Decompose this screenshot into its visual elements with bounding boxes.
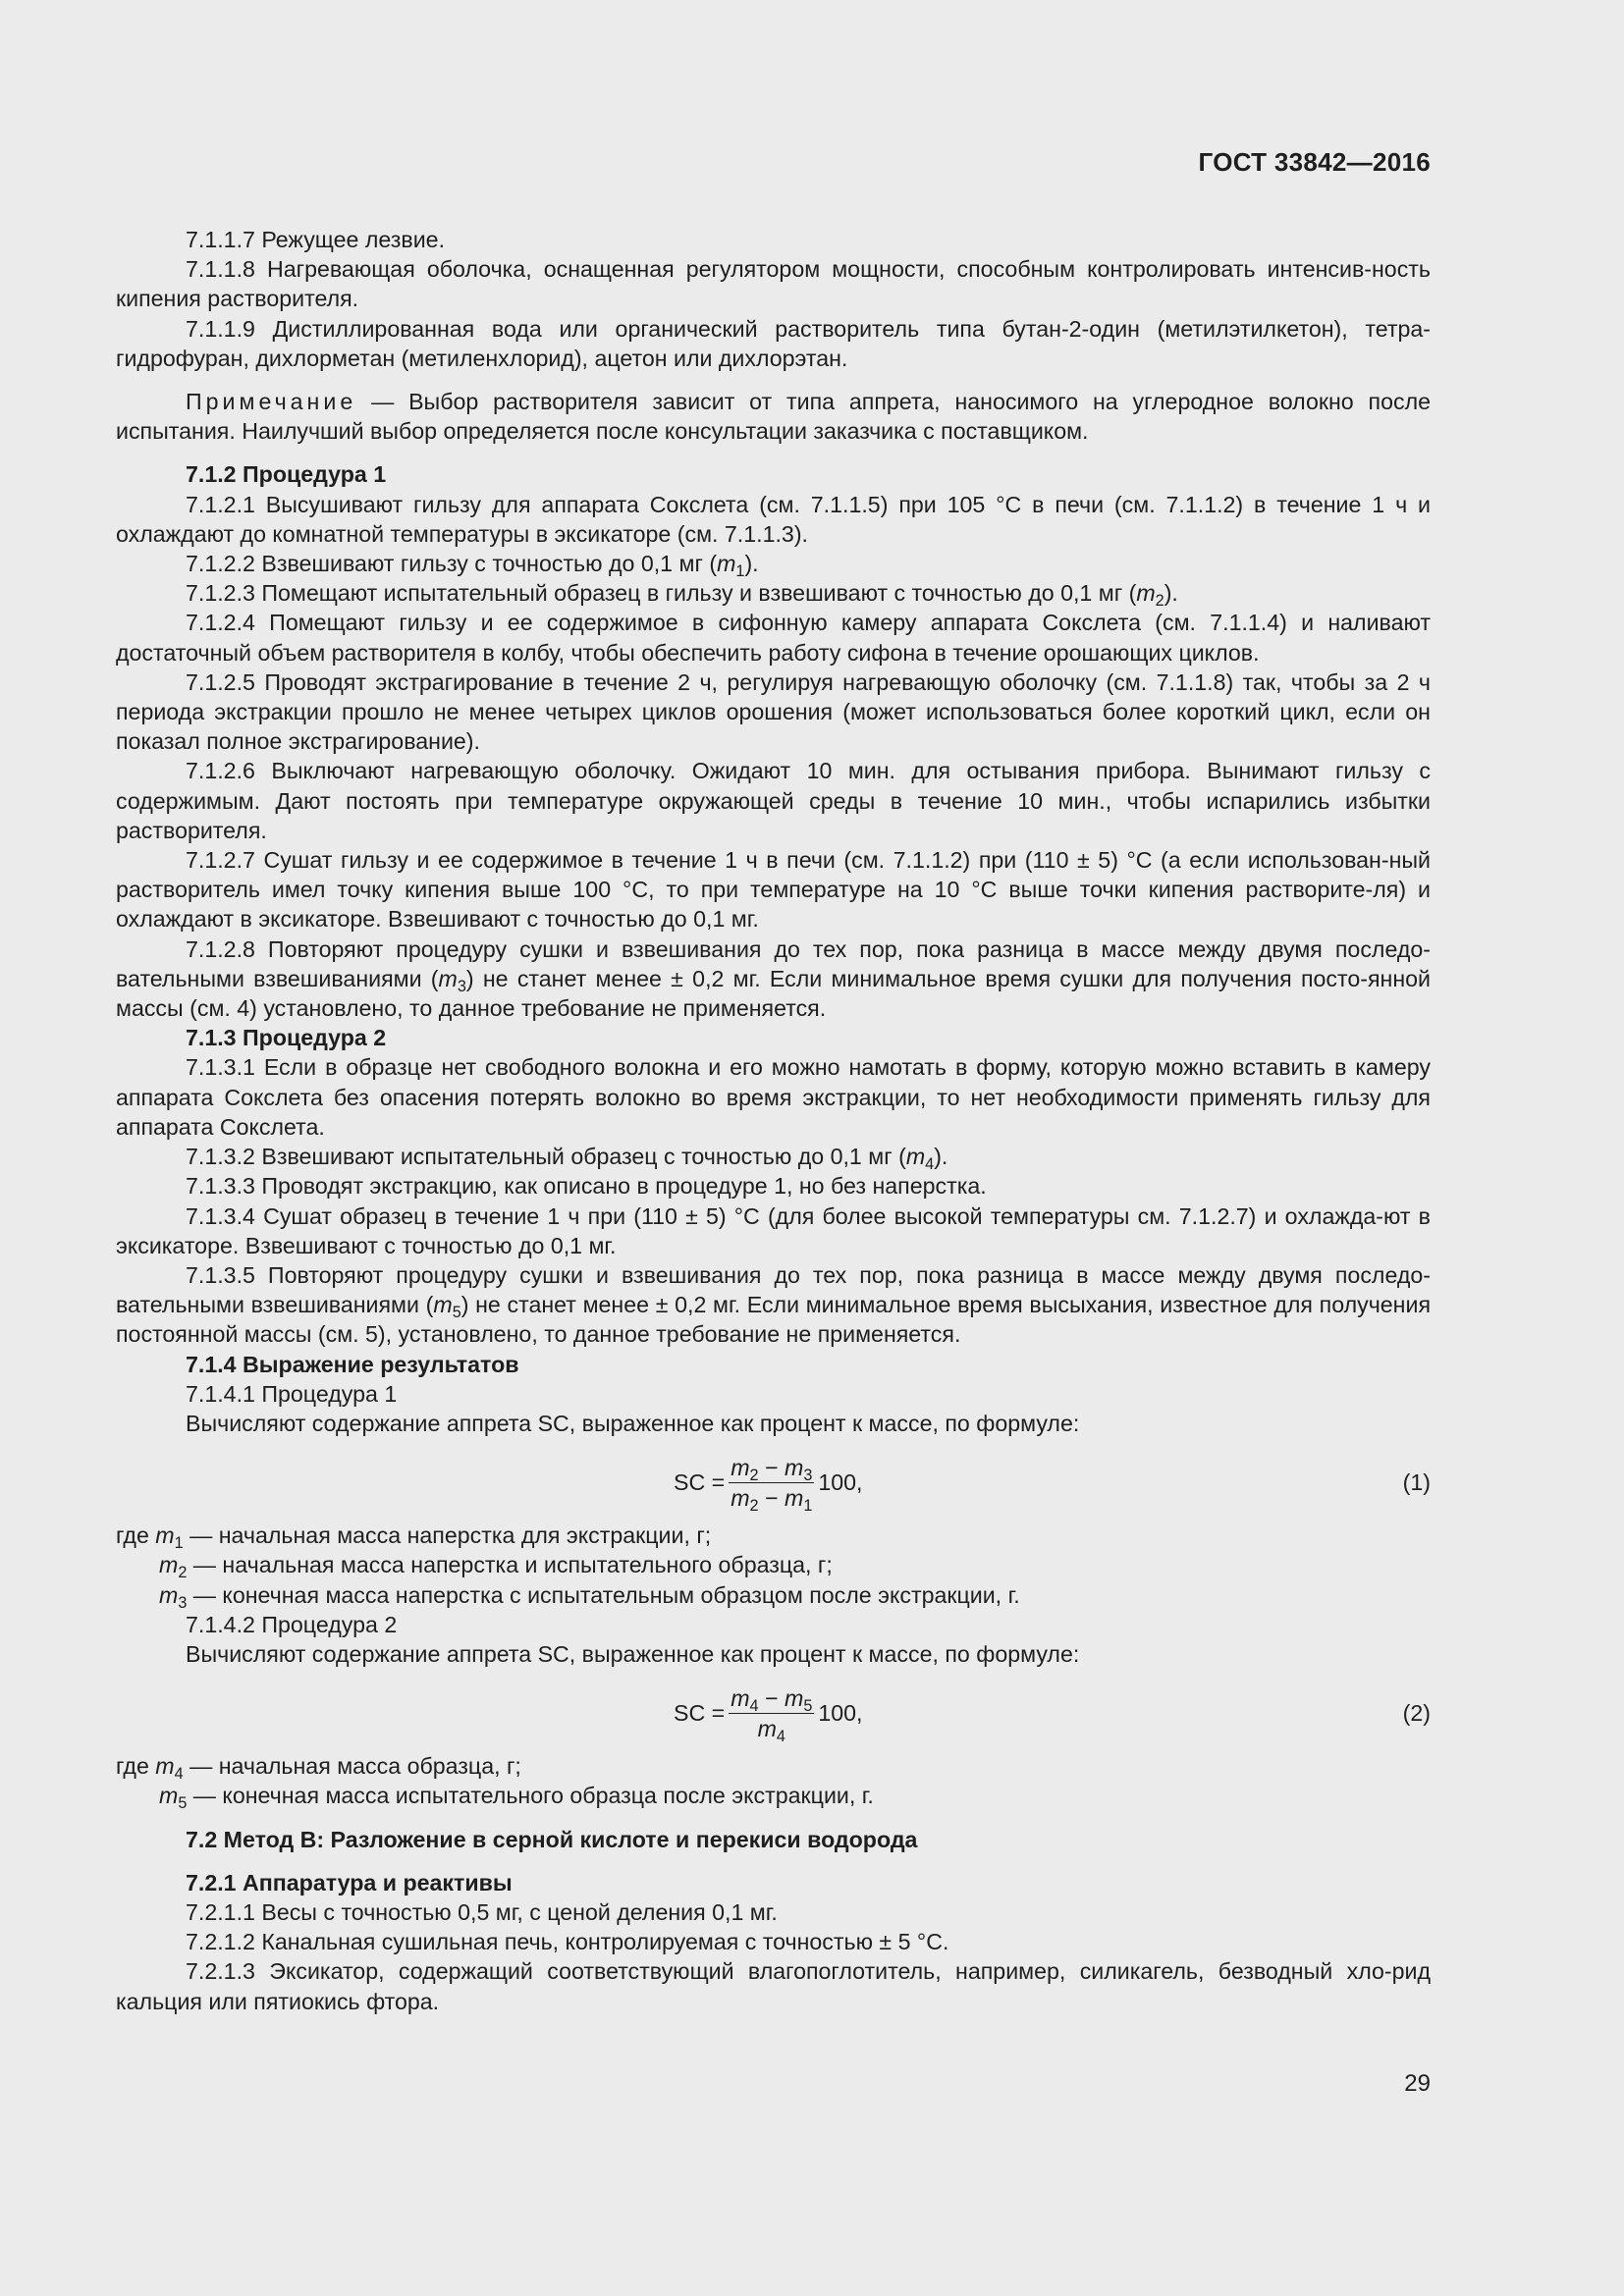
legend-line: где $m_4$ — начальная масса образца, г; [116, 1753, 521, 1783]
paragraph: 7.1.2.2 Взвешивают гильзу с точностью до 0,1 мг $(m_1)$. [186, 551, 759, 580]
paragraph: 7.1.2.7 Сушат гильзу и ее содержимое в течение 1 ч в печи (см. 7.1.1.2) при (110 ± 5) °С (а если использован-ный растворитель имел точку кипения выше 100 °С, то при температуре на 10 °С выше точки кипения растворите-ля) и охлаждают в эксикаторе. Взвешивают с точностью до 0,1 мг. [116, 847, 1431, 933]
fraction: $\frac{m_4 - m_5}{m_4}$ [731, 1684, 813, 1745]
paragraph: 7.1.2.4 Помещают гильзу и ее содержимое в сифонную камеру аппарата Сокслета (см. 7.1.1.4) и наливают достаточный объем растворителя в колбу, чтобы обеспечить работу сифона в течение орошающих циклов. [116, 610, 1431, 666]
paragraph: 7.1.3.5 Повторяют процедуру сушки и взвешивания до тех пор, пока разница в массе между двумя последо-вательными взвешиваниями $(m_5)$ не станет менее ± 0,2 мг. Если минимальное время высыхания, известное для получения постоянной массы (см. 5), установлено, то данное требование не применяется. [116, 1261, 1431, 1348]
legend-line: $m_2$ — начальная масса наперстка и испытательного образца, г; [159, 1552, 833, 1582]
section-heading: 7.2 Метод В: Разложение в серной кислоте и перекиси водорода [186, 1826, 918, 1852]
section-heading: 7.1.4 Выражение результатов [186, 1351, 519, 1377]
paragraph: 7.1.2.8 Повторяют процедуру сушки и взвешивания до тех пор, пока разница в массе между двумя последо-вательными взвешиваниями $(m_3)$ не станет менее ± 0,2 мг. Если минимальное время сушки для получения посто-янной массы (см. 4) установлено, то данное требование не применяется. [116, 935, 1431, 1022]
paragraph: 7.1.2.5 Проводят экстрагирование в течение 2 ч, регулируя нагревающую оболочку (см. 7.1.1.8) так, чтобы за 2 ч периода экстракции прошло не менее четырех циклов орошения (может использоваться более короткий цикл, если он показал полное экстрагирование). [116, 668, 1431, 755]
note-label: Примечание [186, 389, 357, 415]
legend-line: $m_5$ — конечная масса испытательного образца после экстракции, г. [159, 1783, 874, 1813]
paragraph: 7.1.4.1 Процедура 1 [186, 1380, 398, 1407]
formula-2: SC = $\frac{m_4 - m_5}{m_4}$ 100, (2) [674, 1684, 1431, 1745]
legend-line: $m_3$ — конечная масса наперстка с испытательным образцом после экстракции, г. [159, 1581, 1020, 1612]
paragraph: 7.1.2.1 Высушивают гильзу для аппарата Сокслета (см. 7.1.1.5) при 105 °С в печи (см. 7.1.1.2) в течение 1 ч и охлаждают до комнатной температуры в эксикаторе (см. 7.1.1.3). [116, 491, 1431, 547]
formula-1: SC = $\frac{m_2 - m_3}{m_2 - m_1}$ 100, (1) [674, 1454, 1431, 1515]
section-heading: 7.1.3 Процедура 2 [186, 1025, 387, 1051]
paragraph: 7.1.1.7 Режущее лезвие. [186, 227, 446, 252]
document-id: ГОСТ 33842—2016 [1198, 147, 1431, 177]
equation-number: (2) [1402, 1700, 1431, 1727]
paragraph: 7.1.4.2 Процедура 2 [186, 1611, 398, 1637]
paragraph: 7.1.2.3 Помещают испытательный образец в гильзу и взвешивают с точностью до 0,1 мг $(m_2)$. [186, 580, 1178, 611]
note-text: — Выбор растворителя зависит от типа аппрета, наносимого на углеродное волокно после испытания. Наилучший выбор определяется после консультации заказчика с поставщиком. [116, 389, 1431, 445]
paragraph: 7.1.3.3 Проводят экстракцию, как описано в процедуре 1, но без наперстка. [186, 1173, 987, 1200]
paragraph: Вычисляют содержание аппрета SC, выраженное как процент к массе, по формуле: [186, 1410, 1080, 1436]
paragraph: 7.2.1.3 Эксикатор, содержащий соответствующий влагопоглотитель, например, силикагель, безводный хло-рид кальция или пятиокись фтора. [116, 1958, 1431, 2014]
section-heading: 7.2.1 Аппаратура и реактивы [186, 1869, 513, 1896]
paragraph: 7.1.1.9 Дистиллированная вода или органический растворитель типа бутан-2-один (метилэтилкетон), тетра-гидрофуран, дихлорметан (метиленхлорид), ацетон или дихлорэтан. [116, 315, 1431, 371]
document-body [116, 225, 1431, 2016]
note [116, 387, 1431, 446]
equation-number: (1) [1402, 1469, 1431, 1496]
paragraph: Вычисляют содержание аппрета SC, выраженное как процент к массе, по формуле: [186, 1640, 1080, 1667]
paragraph: 7.1.2.6 Выключают нагревающую оболочку. Ожидают 10 мин. для остывания прибора. Вынимают гильзу с содержимым. Дают постоять при температуре окружающей среды в течение 10 мин., чтобы испарились избытки растворителя. [116, 758, 1431, 843]
fraction: $\frac{m_2 - m_3}{m_2 - m_1}$ [731, 1454, 813, 1515]
paragraph: 7.1.3.1 Если в образце нет свободного волокна и его можно намотать в форму, которую можно вставить в камеру аппарата Сокслета без опасения потерять волокно во время экстракции, то нет необходимости применять гильзу для аппарата Сокслета. [116, 1054, 1431, 1140]
paragraph: 7.2.1.2 Канальная сушильная печь, контролируемая с точностью ± 5 °С. [186, 1929, 949, 1955]
paragraph: 7.1.3.2 Взвешивают испытательный образец с точностью до 0,1 мг $(m_4)$. [186, 1144, 948, 1173]
paragraph: 7.1.3.4 Сушат образец в течение 1 ч при (110 ± 5) °С (для более высокой температуры см. 7.1.2.7) и охлажда-ют в эксикаторе. Взвешивают с точностью до 0,1 мг. [116, 1202, 1431, 1258]
section-heading: 7.1.2 Процедура 1 [186, 461, 387, 488]
paragraph: 7.2.1.1 Весы с точностью 0,5 мг, с ценой деления 0,1 мг. [186, 1898, 778, 1925]
legend-line: где $m_1$ — начальная масса наперстка для экстракции, г; [116, 1522, 712, 1552]
page-number: 29 [1404, 2070, 1431, 2097]
paragraph: 7.1.1.8 Нагревающая оболочка, оснащенная регулятором мощности, способным контролировать интенсив-ность кипения растворителя. [116, 256, 1431, 312]
